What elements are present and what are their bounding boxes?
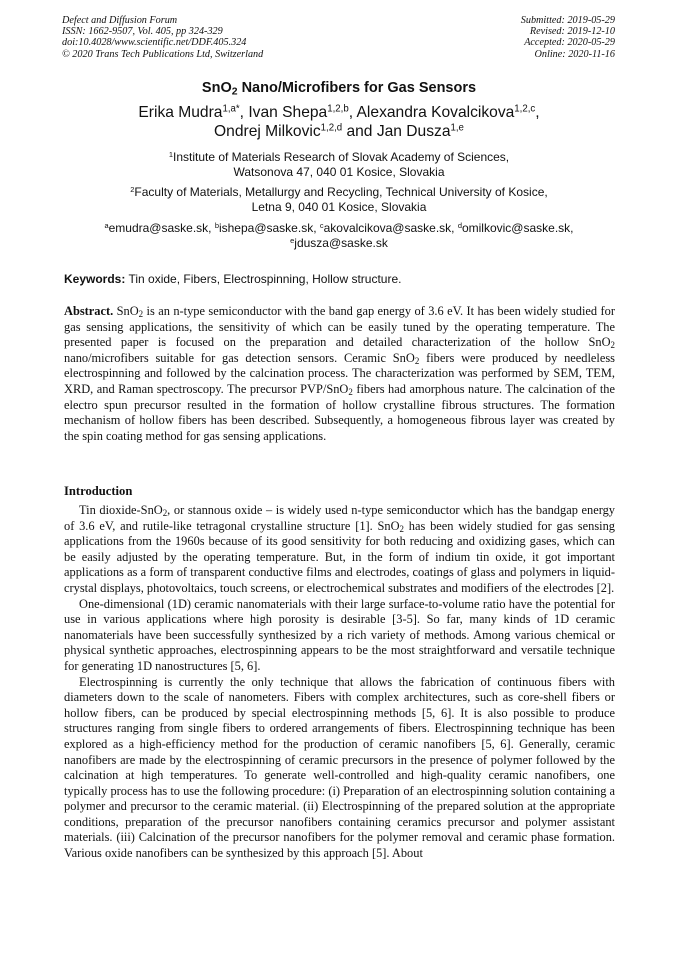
email-link[interactable]: omilkovic@saske.sk,	[461, 221, 574, 235]
online-date: Online: 2020-11-16	[534, 48, 615, 60]
keywords-text: Tin oxide, Fibers, Electrospinning, Hollow structure.	[125, 272, 402, 286]
author-name: Ivan Shepa	[248, 104, 328, 121]
abstract: Abstract. SnO$_2$ is an n-type semiconductor with the band gap energy of 3.6 eV. It has been widely studied for gas sensing applications, the sensitivity of which can be easily tuned by the operating temperature. The presented paper is focused on the preparation and detailed characterization of the hollow SnO$_2$ nano/microfibers suitable for gas detection sensors. Ceramic SnO$_2$ fibers were produced by needleless electrospinning and followed by the calcination process. The characterization was performed by SEM, TEM, XRD, and Raman spectroscopy. The precursor PVP/SnO$_2$ fibers had amorphous nature. The calcination of the electro spun precursor resulted in the formation of hollow crystalline fibrous structures. The formation mechanism of hollow fibers has been described. Subsequently, a homogeneous fibrous layer was created by the spin coating method for gas sensing applications.	[64, 304, 616, 443]
accepted-date: Accepted: 2020-05-29	[524, 37, 615, 49]
section-heading-introduction: Introduction	[64, 484, 133, 498]
keywords-label: Keywords:	[64, 272, 126, 286]
doi-line[interactable]: doi:10.4028/www.scientific.net/DDF.405.324	[62, 37, 247, 49]
author-name: Jan Dusza	[376, 123, 451, 140]
abstract-label: Abstract.	[64, 304, 114, 318]
email-link[interactable]: jdusza@saske.sk	[294, 236, 388, 250]
paragraph: Tin dioxide-SnO$_2$, or stannous oxide – is widely used n-type semiconductor which has the bandgap energy of 3.6 eV, and rutile-like tetragonal crystalline structure [1]. SnO$_2$ has been widely studied for gas sensing applications from the 1960s because of its good sensitivity for both reducing and oxidizing gases, which can be easily adjusted by the operating temperature. But, in the form of indium tin oxide, it got important applications as a form of transparent conductive films and electrodes, coatings of glass and polymers in liquid-crystal displays, photovoltaics, touch screens, or electrochemical substrates and modifiers of the electrodes [2].	[64, 503, 615, 595]
author-name: Erika Mudra	[138, 104, 223, 121]
paragraph: One-dimensional (1D) ceramic nanomaterials with their large surface-to-volume ratio have the potential for use in various applications where high porosity is desirable [3-5]. So far, many kinds of 1D ceramic nanomaterials have been successfully synthesized by a rich variety of methods. Among various chemical or physical synthetic approaches, electrospinning appears to be the most straightforward and versatile technique for generating 1D nanostructures [5, 6].	[64, 596, 615, 673]
author-list: Erika Mudra$^{1,a*}$, Ivan Shepa$^{1,2,b}$, Alexandra Kovalcikova$^{1,2,c}$, Ondrej Milkovic$^{1,2,d}$ and Jan Dusza$^{1,e}$	[138, 103, 540, 140]
journal-name: Defect and Diffusion Forum	[62, 15, 178, 26]
affiliation-1: $^1$Institute of Materials Research of Slovak Academy of Sciences, Watsonova 47, 040 01 Kosice, Slovakia	[168, 149, 510, 179]
copyright-line: © 2020 Trans Tech Publications Ltd, Switzerland	[62, 48, 264, 60]
revised-date: Revised: 2019-12-10	[529, 26, 615, 38]
header-right	[521, 15, 615, 60]
header-left	[62, 15, 263, 60]
email-link[interactable]: akovalcikova@saske.sk,	[323, 221, 458, 235]
email-list: $^a$emudra@saske.sk, $^b$ishepa@saske.sk, $^c$akovalcikova@saske.sk, $^d$omilkovic@saske.sk, $^e$jdusza@saske.sk	[104, 220, 574, 250]
paper-title: SnO$_2$ Nano/Microfibers for Gas Sensors	[201, 80, 477, 98]
author-name: Alexandra Kovalcikova	[356, 104, 515, 121]
email-link[interactable]: emudra@saske.sk,	[108, 221, 215, 235]
keywords	[64, 272, 616, 286]
email-link[interactable]: ishepa@saske.sk,	[218, 221, 320, 235]
issn-line: ISSN: 1662-9507, Vol. 405, pp 324-329	[62, 26, 223, 38]
paragraph: Electrospinning is currently the only technique that allows the fabrication of continuous fibers with diameters down to the scale of nanometers. Fibers with complex architectures, such as core-shell fibers or hollow fibers, can be produced by special electrospinning methods [5, 6]. It is also possible to produce structures ranging from single fibers to ordered arrangements of fibers. Electrospinning technique has been explored as a high-efficiency method for the production of ceramic nanofibers [5, 6]. Generally, ceramic nanofibers are made by the electrospinning of ceramic precursors in the presence of polymer followed by the calcination at high temperatures. To generate well-controlled and high-quality ceramic nanofibers, one typically process has to use the following procedure: (i) Preparation of an electrospinning solution containing a polymer and precursor to the ceramic material. (ii) Electrospinning of the prepared solution at the appropriate conditions, preparation of the precursor nanofibers containing ceramics precursor and polymer assistant materials. (iii) Calcination of the precursor nanofibers for the polymer removal and ceramic phase formation. Various oxide nanofibers can be synthesized by this approach [5]. About	[64, 674, 615, 861]
affiliation-2: $^2$Faculty of Materials, Metallurgy and Recycling, Technical University of Kosice, Letna 9, 040 01 Kosice, Slovakia	[130, 184, 548, 214]
submitted-date: Submitted: 2019-05-29	[520, 15, 615, 26]
author-name: Ondrej Milkovic	[214, 123, 321, 140]
introduction-body	[64, 503, 615, 955]
